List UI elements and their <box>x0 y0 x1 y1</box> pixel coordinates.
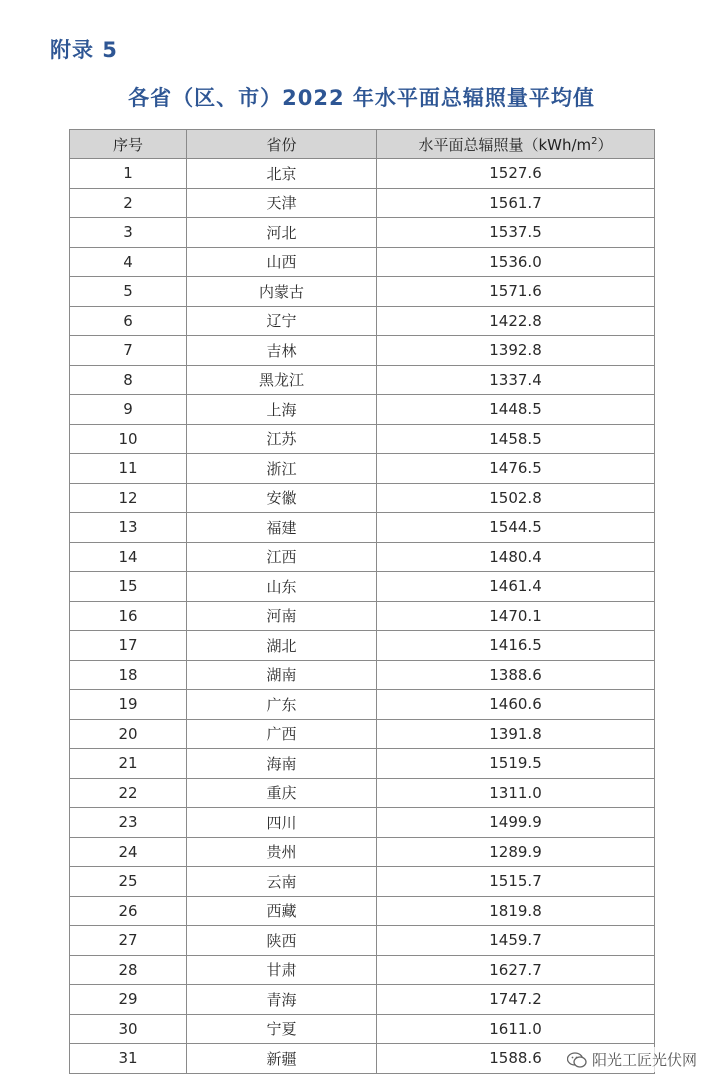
cell-province: 宁夏 <box>187 1014 377 1044</box>
cell-province: 四川 <box>187 808 377 838</box>
table-row <box>70 631 655 661</box>
cell-value: 1588.6 <box>377 1044 655 1074</box>
cell-no: 23 <box>70 808 187 838</box>
table-row <box>70 985 655 1015</box>
cell-province: 广西 <box>187 719 377 749</box>
cell-value: 1537.5 <box>377 218 655 248</box>
table-row <box>70 778 655 808</box>
cell-no: 6 <box>70 306 187 336</box>
cell-value: 1461.4 <box>377 572 655 602</box>
cell-no: 21 <box>70 749 187 779</box>
cell-province: 吉林 <box>187 336 377 366</box>
header-province: 省份 <box>187 130 377 159</box>
table-header-row <box>70 130 655 159</box>
cell-no: 2 <box>70 188 187 218</box>
appendix-label: 附录 5 <box>50 38 118 62</box>
cell-no: 12 <box>70 483 187 513</box>
cell-province: 西藏 <box>187 896 377 926</box>
cell-province: 安徽 <box>187 483 377 513</box>
table-row <box>70 306 655 336</box>
cell-no: 20 <box>70 719 187 749</box>
watermark <box>563 1047 701 1072</box>
cell-no: 24 <box>70 837 187 867</box>
cell-value: 1536.0 <box>377 247 655 277</box>
table-row <box>70 218 655 248</box>
cell-province: 重庆 <box>187 778 377 808</box>
cell-province: 山东 <box>187 572 377 602</box>
cell-value: 1470.1 <box>377 601 655 631</box>
watermark-text: 阳光工匠光伏网 <box>591 1051 697 1069</box>
cell-value: 1819.8 <box>377 896 655 926</box>
table-row <box>70 867 655 897</box>
cell-province: 福建 <box>187 513 377 543</box>
cell-value: 1571.6 <box>377 277 655 307</box>
table-row <box>70 572 655 602</box>
cell-value: 1458.5 <box>377 424 655 454</box>
table-row <box>70 660 655 690</box>
cell-no: 18 <box>70 660 187 690</box>
cell-province: 河南 <box>187 601 377 631</box>
table-body <box>70 159 655 1074</box>
irradiance-table <box>69 129 655 1074</box>
cell-province: 新疆 <box>187 1044 377 1074</box>
table-row <box>70 601 655 631</box>
table-row <box>70 955 655 985</box>
cell-no: 11 <box>70 454 187 484</box>
cell-no: 27 <box>70 926 187 956</box>
cell-value: 1448.5 <box>377 395 655 425</box>
table-row <box>70 808 655 838</box>
cell-province: 北京 <box>187 159 377 189</box>
cell-province: 江苏 <box>187 424 377 454</box>
header-value-suffix: ） <box>597 135 613 154</box>
table-row <box>70 749 655 779</box>
cell-value: 1747.2 <box>377 985 655 1015</box>
cell-value: 1515.7 <box>377 867 655 897</box>
cell-province: 内蒙古 <box>187 277 377 307</box>
table-row <box>70 424 655 454</box>
table-row <box>70 483 655 513</box>
cell-no: 22 <box>70 778 187 808</box>
cell-value: 1416.5 <box>377 631 655 661</box>
table-row <box>70 365 655 395</box>
cell-value: 1460.6 <box>377 690 655 720</box>
cell-no: 13 <box>70 513 187 543</box>
cell-province: 甘肃 <box>187 955 377 985</box>
header-value-prefix: 水平面总辐照量（kWh/m <box>418 135 592 154</box>
wechat-icon <box>567 1052 587 1068</box>
cell-no: 15 <box>70 572 187 602</box>
cell-province: 江西 <box>187 542 377 572</box>
cell-value: 1476.5 <box>377 454 655 484</box>
cell-no: 31 <box>70 1044 187 1074</box>
cell-province: 天津 <box>187 188 377 218</box>
cell-value: 1337.4 <box>377 365 655 395</box>
cell-no: 25 <box>70 867 187 897</box>
cell-province: 贵州 <box>187 837 377 867</box>
cell-no: 9 <box>70 395 187 425</box>
header-value <box>377 130 655 159</box>
cell-no: 10 <box>70 424 187 454</box>
page-title: 各省（区、市）2022 年水平面总辐照量平均值 <box>128 86 595 110</box>
cell-value: 1392.8 <box>377 336 655 366</box>
table-row <box>70 513 655 543</box>
cell-value: 1561.7 <box>377 188 655 218</box>
cell-no: 4 <box>70 247 187 277</box>
cell-no: 3 <box>70 218 187 248</box>
cell-no: 17 <box>70 631 187 661</box>
cell-no: 19 <box>70 690 187 720</box>
table-row <box>70 247 655 277</box>
cell-no: 26 <box>70 896 187 926</box>
table-row <box>70 454 655 484</box>
cell-province: 辽宁 <box>187 306 377 336</box>
cell-province: 浙江 <box>187 454 377 484</box>
cell-no: 29 <box>70 985 187 1015</box>
cell-no: 28 <box>70 955 187 985</box>
cell-province: 上海 <box>187 395 377 425</box>
cell-value: 1422.8 <box>377 306 655 336</box>
cell-province: 广东 <box>187 690 377 720</box>
table-row <box>70 395 655 425</box>
cell-value: 1459.7 <box>377 926 655 956</box>
table-row <box>70 690 655 720</box>
cell-province: 陕西 <box>187 926 377 956</box>
cell-province: 海南 <box>187 749 377 779</box>
cell-value: 1391.8 <box>377 719 655 749</box>
table-row <box>70 1014 655 1044</box>
cell-no: 16 <box>70 601 187 631</box>
table-row <box>70 542 655 572</box>
header-no: 序号 <box>70 130 187 159</box>
cell-no: 14 <box>70 542 187 572</box>
table-row <box>70 188 655 218</box>
cell-value: 1527.6 <box>377 159 655 189</box>
cell-province: 青海 <box>187 985 377 1015</box>
cell-value: 1388.6 <box>377 660 655 690</box>
table-row <box>70 926 655 956</box>
cell-no: 30 <box>70 1014 187 1044</box>
table-row <box>70 896 655 926</box>
header-value-sup: 2 <box>591 135 598 147</box>
cell-value: 1611.0 <box>377 1014 655 1044</box>
cell-value: 1519.5 <box>377 749 655 779</box>
cell-value: 1311.0 <box>377 778 655 808</box>
cell-province: 云南 <box>187 867 377 897</box>
cell-no: 1 <box>70 159 187 189</box>
cell-province: 湖南 <box>187 660 377 690</box>
table-row <box>70 159 655 189</box>
cell-value: 1499.9 <box>377 808 655 838</box>
cell-no: 7 <box>70 336 187 366</box>
cell-value: 1289.9 <box>377 837 655 867</box>
cell-value: 1502.8 <box>377 483 655 513</box>
cell-no: 8 <box>70 365 187 395</box>
table-row <box>70 336 655 366</box>
table-row <box>70 719 655 749</box>
cell-province: 湖北 <box>187 631 377 661</box>
cell-value: 1480.4 <box>377 542 655 572</box>
cell-no: 5 <box>70 277 187 307</box>
cell-value: 1627.7 <box>377 955 655 985</box>
cell-province: 山西 <box>187 247 377 277</box>
cell-province: 黑龙江 <box>187 365 377 395</box>
table-row <box>70 837 655 867</box>
cell-value: 1544.5 <box>377 513 655 543</box>
table-row <box>70 277 655 307</box>
cell-province: 河北 <box>187 218 377 248</box>
